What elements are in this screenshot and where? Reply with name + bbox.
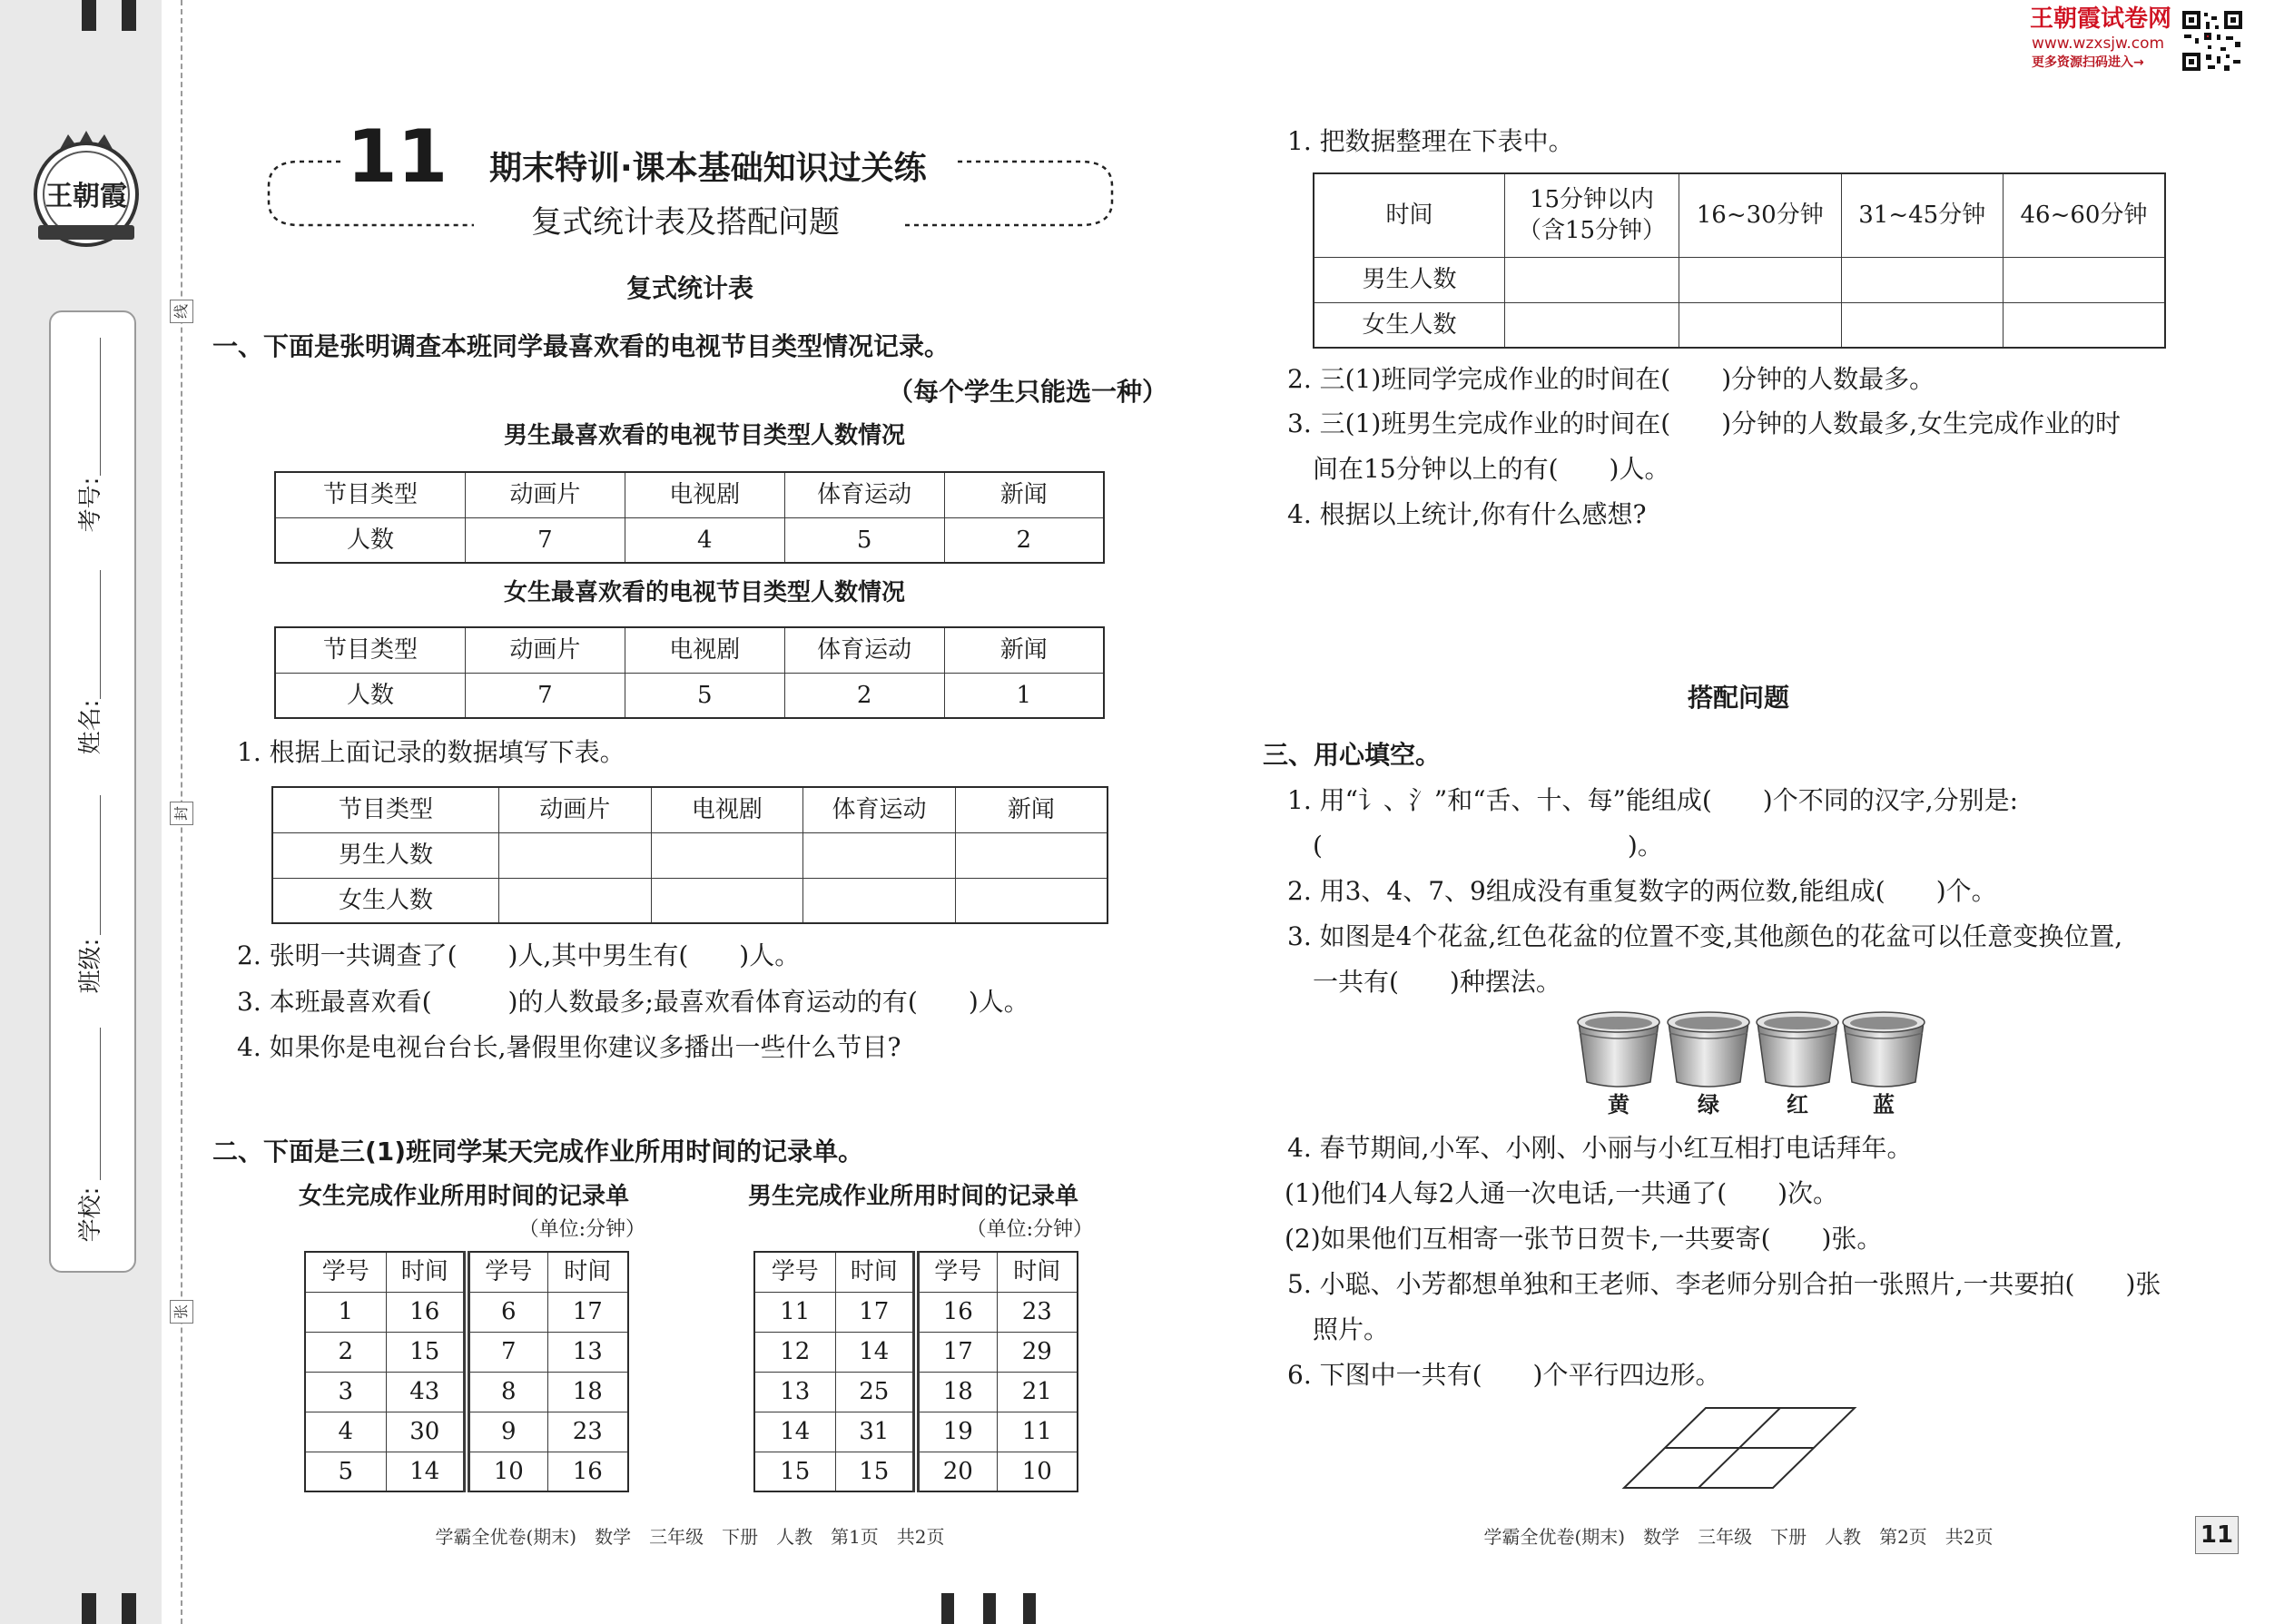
girls-record-table-cell: 13 [547, 1332, 628, 1372]
girls-record-table-cell: 3 [305, 1372, 386, 1412]
girls-program-table [274, 626, 1105, 719]
boys-table-caption: 男生最喜欢看的电视节目类型人数情况 [503, 422, 905, 449]
brand-url: www.wzxsjw.com [2032, 34, 2165, 53]
boys-program-table-header-cell: 节目类型 [275, 472, 466, 517]
time-table [1313, 172, 2166, 349]
boys-record-table-row [754, 1372, 1078, 1412]
boys-record-table-cell: 14 [835, 1332, 916, 1372]
time-table-header-cell: 16~30分钟 [1679, 173, 1842, 257]
girls-record-table-cell: 30 [386, 1412, 467, 1452]
pot-label-yellow: 黄 [1608, 1092, 1629, 1117]
name-line [100, 570, 101, 699]
boys-program-table-header-cell: 电视剧 [625, 472, 784, 517]
time-table-blank-cell [1841, 302, 2004, 348]
question-1-1: 1. 根据上面记录的数据填写下表。 [237, 737, 625, 767]
boys-program-table [274, 471, 1105, 564]
girls-program-table-cell: 7 [466, 673, 625, 718]
brand-name: 王朝霞试卷网 [2030, 5, 2172, 33]
time-table-cell: 男生人数 [1314, 257, 1505, 302]
fill-in-table-header-cell: 新闻 [955, 787, 1108, 832]
question-3-5-continued: 照片。 [1313, 1314, 1390, 1344]
flower-pot-blue [1843, 1012, 1925, 1087]
girls-record-table-cell: 10 [467, 1452, 547, 1491]
girls-record-table-cell: 16 [547, 1452, 628, 1491]
question-three-prompt: 三、用心填空。 [1263, 740, 1442, 770]
boys-record-table-cell: 15 [754, 1452, 835, 1491]
boys-program-table-row [275, 517, 1104, 563]
question-2-3: 3. 三(1)班男生完成作业的时间在( )分钟的人数最多,女生完成作业的时 [1287, 408, 2122, 438]
fill-in-table-header-cell: 电视剧 [651, 787, 803, 832]
cut-mark-zhang: 张 [170, 1300, 193, 1324]
question-one-note: （每个学生只能选一种） [887, 377, 1167, 407]
fill-in-table-cell: 男生人数 [272, 832, 499, 878]
girls-program-table-header-row [275, 627, 1104, 673]
boys-record-table-cell: 17 [916, 1332, 997, 1372]
fill-in-table-row [272, 832, 1108, 878]
girls-record-table-cell: 9 [467, 1412, 547, 1452]
girls-record-table-cell: 15 [386, 1332, 467, 1372]
girls-program-table-row [275, 673, 1104, 718]
boys-record-table-row [754, 1412, 1078, 1452]
boys-record-table-cell: 29 [997, 1332, 1078, 1372]
girls-record-table-cell: 16 [386, 1292, 467, 1332]
boys-program-table-cell: 2 [944, 517, 1104, 563]
girls-record-table-row [305, 1412, 628, 1452]
boys-record-table-cell: 12 [754, 1332, 835, 1372]
registration-mark [122, 1593, 136, 1624]
girls-record-table-row [305, 1452, 628, 1491]
time-table-blank-cell [1505, 302, 1679, 348]
girls-record-table-cell: 23 [547, 1412, 628, 1452]
boys-record-table-header-cell: 时间 [997, 1252, 1078, 1292]
registration-mark [1023, 1593, 1036, 1624]
page-subtitle: 复式统计表及搭配问题 [531, 204, 840, 241]
time-table-row [1314, 302, 2165, 348]
question-3-4: 4. 春节期间,小军、小刚、小丽与小红互相打电话拜年。 [1287, 1133, 1913, 1163]
title-dashed-frame [0, 0, 1126, 236]
girls-record-table-cell: 18 [547, 1372, 628, 1412]
girls-record-table-cell: 1 [305, 1292, 386, 1332]
boys-record-table-cell: 13 [754, 1372, 835, 1412]
time-table-header-cell [1505, 173, 1679, 257]
boys-program-table-header-row [275, 472, 1104, 517]
flower-pots-figure [1570, 1008, 1934, 1095]
flower-pot-yellow [1578, 1012, 1659, 1087]
boys-record-table [753, 1251, 1078, 1492]
fill-in-table-cell: 女生人数 [272, 878, 499, 923]
fill-in-table-blank-cell [803, 878, 956, 923]
fill-in-table-header-cell: 动画片 [499, 787, 652, 832]
girls-record-table-cell: 43 [386, 1372, 467, 1412]
question-3-3-continued: 一共有( )种摆法。 [1313, 967, 1561, 997]
girls-record-caption: 女生完成作业所用时间的记录单 [298, 1183, 629, 1210]
time-table-blank-cell [1679, 257, 1842, 302]
boys-record-table-row [754, 1292, 1078, 1332]
boys-program-table-cell: 4 [625, 517, 784, 563]
boys-record-table-row [754, 1332, 1078, 1372]
boys-record-unit: （单位:分钟） [966, 1218, 1093, 1241]
time-table-header-cell: 时间 [1314, 173, 1505, 257]
question-2-3-continued: 间在15分钟以上的有( )人。 [1313, 454, 1670, 484]
girls-record-unit: （单位:分钟） [518, 1218, 645, 1241]
boys-record-table-cell: 16 [916, 1292, 997, 1332]
exam-number-line [100, 338, 101, 476]
fill-in-table [271, 786, 1108, 924]
girls-record-table-header-cell: 学号 [305, 1252, 386, 1292]
girls-program-table-header-cell: 体育运动 [784, 627, 944, 673]
boys-record-table-cell: 25 [835, 1372, 916, 1412]
fill-in-table-header-row [272, 787, 1108, 832]
girls-record-table-row [305, 1332, 628, 1372]
fill-in-table-row [272, 878, 1108, 923]
girls-program-table-header-cell: 节目类型 [275, 627, 466, 673]
girls-program-table-header-cell: 动画片 [466, 627, 625, 673]
name-label: 姓名: [77, 699, 104, 755]
girls-record-table-cell: 8 [467, 1372, 547, 1412]
girls-record-table-cell: 6 [467, 1292, 547, 1332]
registration-mark [82, 1593, 96, 1624]
fill-in-table-blank-cell [955, 832, 1108, 878]
boys-program-table-cell: 5 [784, 517, 944, 563]
girls-record-table-cell: 7 [467, 1332, 547, 1372]
boys-record-table-cell: 15 [835, 1452, 916, 1491]
question-3-6: 6. 下图中一共有( )个平行四边形。 [1287, 1360, 1721, 1390]
school-line [100, 1028, 101, 1180]
boys-record-table-cell: 31 [835, 1412, 916, 1452]
cut-mark-xian: 线 [170, 300, 193, 323]
page-title: 期末特训·课本基础知识过关练 [489, 150, 927, 187]
boys-program-table-cell: 人数 [275, 517, 466, 563]
matching-section-heading: 搭配问题 [1687, 683, 1789, 713]
cut-mark-feng: 封 [170, 802, 193, 825]
fill-in-table-blank-cell [499, 832, 652, 878]
fill-in-table-blank-cell [955, 878, 1108, 923]
stats-section-heading: 复式统计表 [625, 273, 753, 303]
boys-record-table-cell: 18 [916, 1372, 997, 1412]
girls-program-table-cell: 2 [784, 673, 944, 718]
fill-in-table-header-cell: 体育运动 [803, 787, 956, 832]
girls-program-table-header-cell: 新闻 [944, 627, 1104, 673]
girls-record-table-header-row [305, 1252, 628, 1292]
boys-program-table-header-cell: 新闻 [944, 472, 1104, 517]
flower-pot-green [1668, 1012, 1749, 1087]
question-3-5: 5. 小聪、小芳都想单独和王老师、李老师分别合拍一张照片,一共要拍( )张 [1287, 1269, 2161, 1299]
page-number: 11 [2195, 1516, 2239, 1554]
registration-mark [941, 1593, 954, 1624]
fill-in-table-blank-cell [651, 832, 803, 878]
question-2-1: 1. 把数据整理在下表中。 [1287, 126, 1574, 156]
girls-program-table-header-cell: 电视剧 [625, 627, 784, 673]
boys-program-table-cell: 7 [466, 517, 625, 563]
boys-record-table-row [754, 1452, 1078, 1491]
time-table-header-line: （含15分钟） [1517, 217, 1667, 245]
pot-label-green: 绿 [1698, 1092, 1719, 1117]
boys-record-table-header-cell: 时间 [835, 1252, 916, 1292]
question-one-prompt: 一、下面是张明调查本班同学最喜欢看的电视节目类型情况记录。 [212, 331, 950, 361]
question-two-prompt: 二、下面是三(1)班同学某天完成作业所用时间的记录单。 [212, 1137, 864, 1166]
time-table-row [1314, 257, 2165, 302]
question-1-4: 4. 如果你是电视台台长,暑假里你建议多播出一些什么节目? [237, 1032, 901, 1062]
boys-record-table-cell: 11 [754, 1292, 835, 1332]
fill-in-table-blank-cell [803, 832, 956, 878]
student-info-box [49, 310, 136, 1273]
time-table-header-cell: 46~60分钟 [2004, 173, 2166, 257]
boys-record-table-cell: 23 [997, 1292, 1078, 1332]
class-line [100, 795, 101, 935]
time-table-blank-cell [1841, 257, 2004, 302]
boys-program-table-header-cell: 体育运动 [784, 472, 944, 517]
time-table-cell: 女生人数 [1314, 302, 1505, 348]
question-3-3: 3. 如图是4个花盆,红色花盆的位置不变,其他颜色的花盆可以任意变换位置, [1287, 921, 2123, 951]
question-3-2: 2. 用3、4、7、9组成没有重复数字的两位数,能组成( )个。 [1287, 876, 1997, 906]
fill-in-table-header-cell: 节目类型 [272, 787, 499, 832]
question-1-3: 3. 本班最喜欢看( )的人数最多;最喜欢看体育运动的有( )人。 [237, 987, 1029, 1017]
question-3-4-1: (1)他们4人每2人通一次电话,一共通了( )次。 [1285, 1178, 1839, 1208]
boys-record-table-cell: 11 [997, 1412, 1078, 1452]
parallelogram-figure [1616, 1403, 1861, 1493]
question-3-4-2: (2)如果他们互相寄一张节日贺卡,一共要寄( )张。 [1285, 1224, 1883, 1254]
girls-record-table-cell: 17 [547, 1292, 628, 1332]
fill-in-table-blank-cell [499, 878, 652, 923]
boys-record-table-cell: 20 [916, 1452, 997, 1491]
registration-mark [983, 1593, 996, 1624]
girls-record-table-header-cell: 学号 [467, 1252, 547, 1292]
girls-record-table-row [305, 1292, 628, 1332]
girls-record-table-cell: 5 [305, 1452, 386, 1491]
pot-label-red: 红 [1787, 1092, 1808, 1117]
school-label: 学校: [77, 1186, 104, 1243]
time-table-header-line: 15分钟以内 [1529, 186, 1655, 214]
brand-tagline: 更多资源扫码进入→ [2032, 55, 2144, 70]
girls-table-caption: 女生最喜欢看的电视节目类型人数情况 [503, 579, 905, 606]
question-3-1-continued: ( )。 [1313, 831, 1663, 861]
question-2-4: 4. 根据以上统计,你有什么感想? [1287, 499, 1647, 529]
boys-program-table-header-cell: 动画片 [466, 472, 625, 517]
girls-record-table-header-cell: 时间 [386, 1252, 467, 1292]
flower-pot-red [1757, 1012, 1838, 1087]
time-table-blank-cell [2004, 302, 2166, 348]
boys-record-table-cell: 14 [754, 1412, 835, 1452]
girls-record-table-cell: 4 [305, 1412, 386, 1452]
exam-number-label: 考号: [77, 477, 104, 533]
boys-record-table-header-cell: 学号 [754, 1252, 835, 1292]
girls-record-table-row [305, 1372, 628, 1412]
boys-record-caption: 男生完成作业所用时间的记录单 [747, 1183, 1078, 1210]
time-table-blank-cell [2004, 257, 2166, 302]
girls-record-table-cell: 2 [305, 1332, 386, 1372]
footer-left: 学霸全优卷(期末) 数学 三年级 下册 人教 第1页 共2页 [435, 1526, 945, 1548]
qr-code-icon [2181, 9, 2244, 73]
question-2-2: 2. 三(1)班同学完成作业的时间在( )分钟的人数最多。 [1287, 364, 1935, 394]
boys-record-table-cell: 10 [997, 1452, 1078, 1491]
class-label: 班级: [77, 938, 104, 994]
time-table-blank-cell [1505, 257, 1679, 302]
logo-text: 王朝霞 [45, 181, 127, 212]
girls-record-table [304, 1251, 629, 1492]
boys-record-table-cell: 19 [916, 1412, 997, 1452]
girls-record-table-cell: 14 [386, 1452, 467, 1491]
time-table-blank-cell [1679, 302, 1842, 348]
pot-label-blue: 蓝 [1873, 1092, 1895, 1117]
footer-right: 学霸全优卷(期末) 数学 三年级 下册 人教 第2页 共2页 [1483, 1526, 1994, 1548]
girls-program-table-cell: 5 [625, 673, 784, 718]
time-table-header-row [1314, 173, 2165, 257]
question-1-2: 2. 张明一共调查了( )人,其中男生有( )人。 [237, 940, 801, 970]
unit-number: 11 [347, 114, 448, 199]
girls-record-table-header-cell: 时间 [547, 1252, 628, 1292]
question-3-1: 1. 用“讠、氵”和“舌、十、每”能组成( )个不同的汉字,分别是: [1287, 785, 2019, 815]
boys-record-table-cell: 21 [997, 1372, 1078, 1412]
girls-program-table-cell: 1 [944, 673, 1104, 718]
fill-in-table-blank-cell [651, 878, 803, 923]
time-table-header-cell: 31~45分钟 [1841, 173, 2004, 257]
boys-record-table-header-row [754, 1252, 1078, 1292]
boys-record-table-cell: 17 [835, 1292, 916, 1332]
girls-program-table-cell: 人数 [275, 673, 466, 718]
boys-record-table-header-cell: 学号 [916, 1252, 997, 1292]
